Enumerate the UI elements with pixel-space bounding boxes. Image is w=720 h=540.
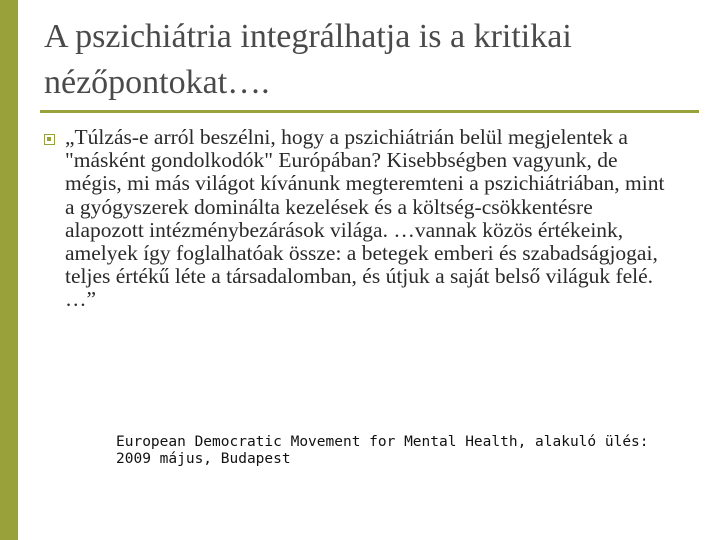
slide-title: A pszichiátria integrálhatja is a kritikai nézőpontokat…. (44, 18, 572, 101)
title-divider (40, 110, 699, 113)
citation-text: European Democratic Movement for Mental Health, alakuló ülés: 2009 május, Budapest (116, 434, 649, 467)
left-accent-bar (0, 0, 18, 540)
quote-text: „Túlzás-e arról beszélni, hogy a pszichiátrián belül megjelentek a "másként gondolkodók" Európában? Kisebbségben vagyunk, de mégis, mi más világot kívánunk megteremteni a pszichiátriában, mint a gyógyszerek dominálta kezelések és a költség-csökkentésre alapozott intézménybezárások világa. …vannak közös értékeink, amelyek így foglalhatóak össze: a betegek emberi és szabadságjogai, teljes értékű léte a társadalomban, és útjuk a saját belső világuk felé. …” (65, 125, 665, 312)
square-bullet-icon (44, 134, 55, 145)
